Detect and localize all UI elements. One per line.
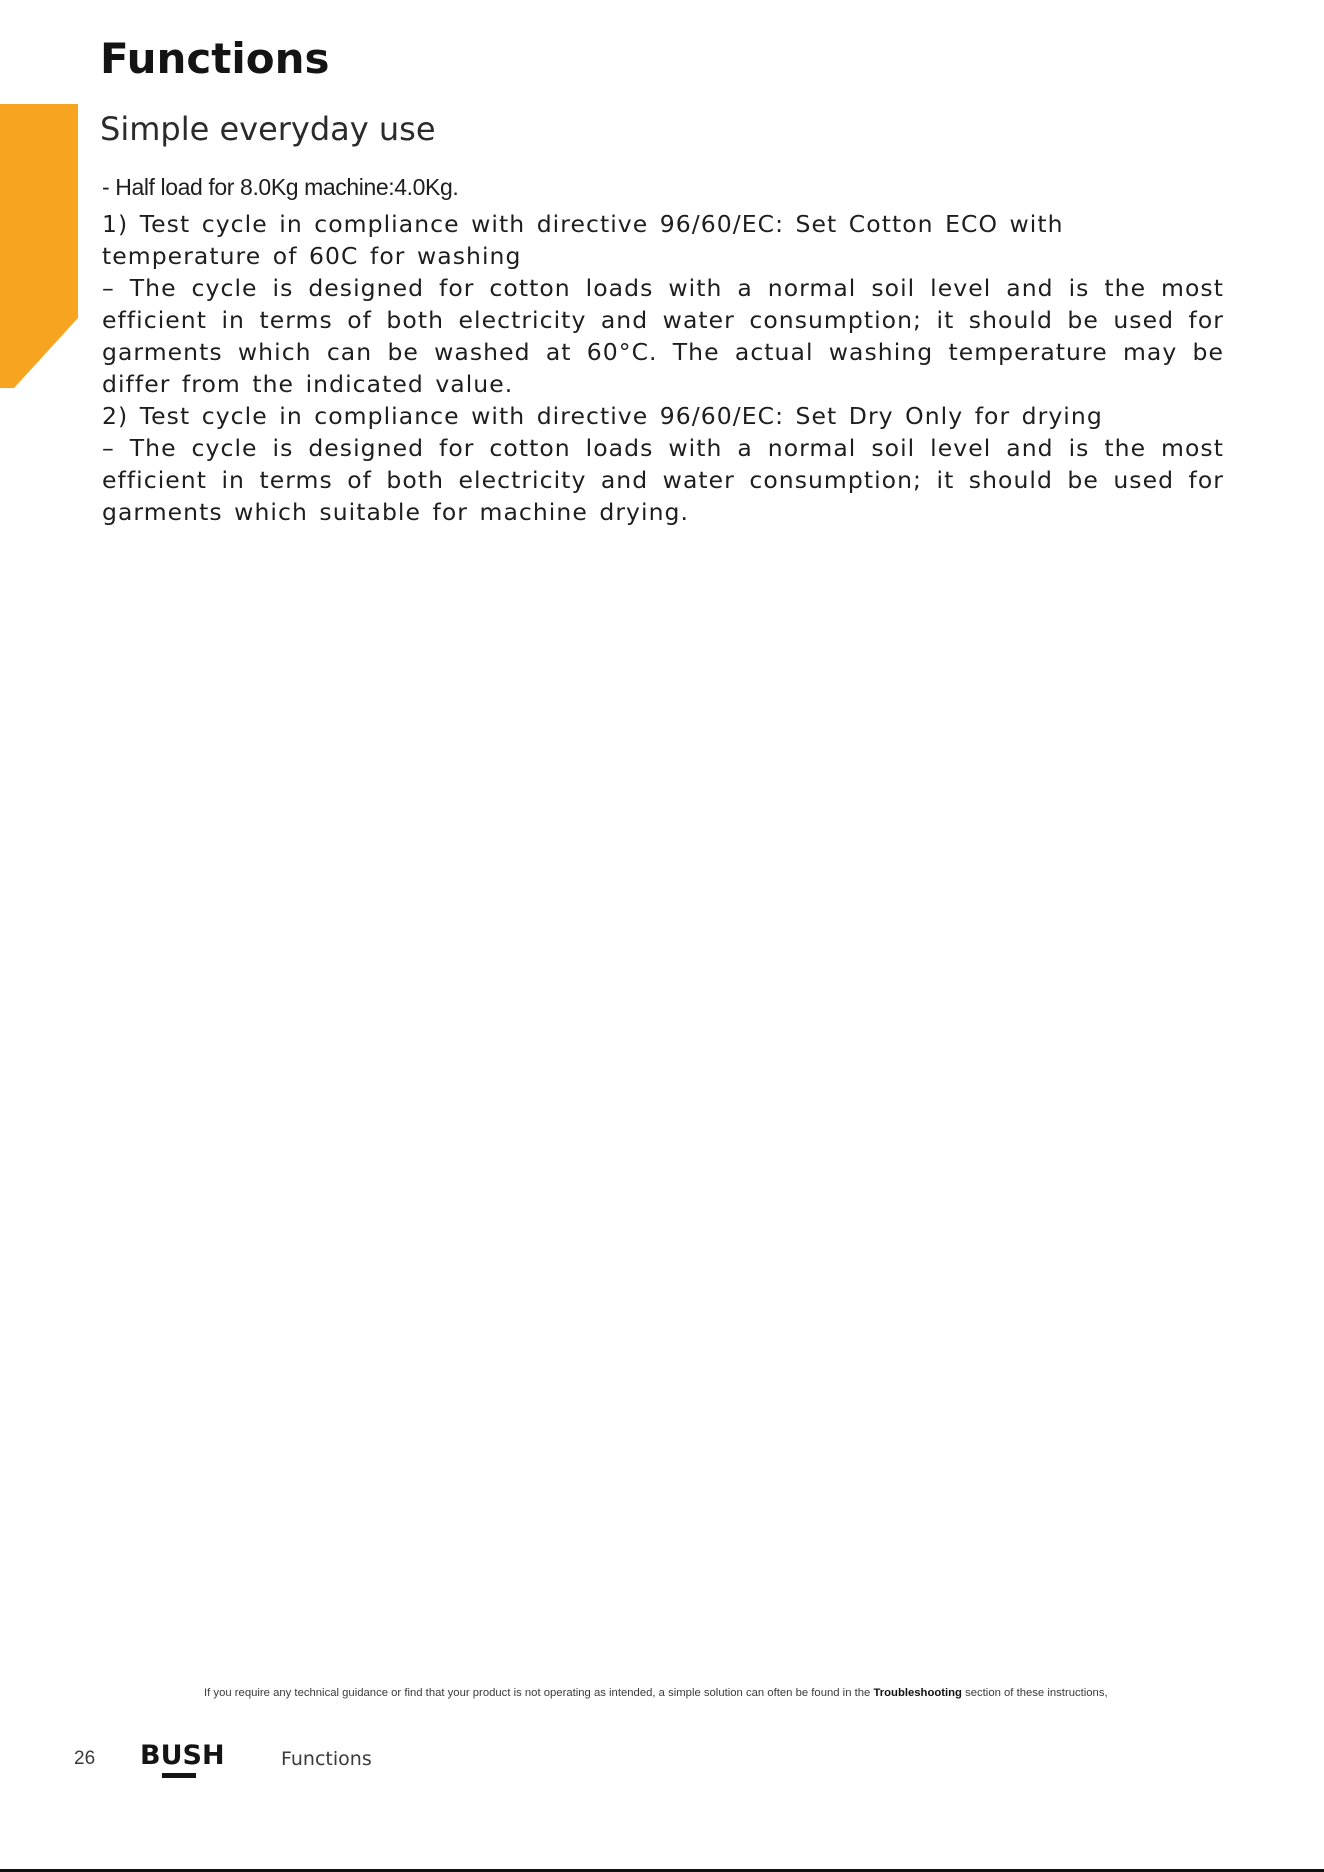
brand-logo: BUSH: [140, 1740, 225, 1771]
troubleshooting-link-text: Troubleshooting: [873, 1687, 962, 1699]
page-number: 26: [74, 1748, 96, 1769]
brand-logo-underline: [162, 1773, 196, 1778]
half-load-note: - Half load for 8.0Kg machine:4.0Kg.: [102, 174, 459, 200]
body-line: – The cycle is designed for cotton loads with a normal soil level and is the most: [102, 434, 1224, 462]
body-line: garments which can be washed at 60°C. The actual washing temperature may be: [102, 338, 1224, 366]
body-line: – The cycle is designed for cotton loads with a normal soil level and is the most: [102, 274, 1224, 302]
body-line: efficient in terms of both electricity and water consumption; it should be used for: [102, 306, 1224, 334]
test-cycle-instructions: [102, 208, 1224, 528]
body-line: efficient in terms of both electricity and water consumption; it should be used for: [102, 466, 1224, 494]
section-tab-marker: [0, 104, 78, 388]
troubleshooting-note-end: section of these instructions,: [961, 1687, 1108, 1699]
section-title: Simple everyday use: [100, 110, 436, 148]
page-footer: [0, 1740, 1324, 1780]
body-line: 1) Test cycle in compliance with directive 96/60/EC: Set Cotton ECO with: [102, 210, 1064, 238]
body-line: 2) Test cycle in compliance with directive 96/60/EC: Set Dry Only for drying: [102, 402, 1103, 430]
troubleshooting-note-text: If you require any technical guidance or find that your product is not operating as intended, a simple solution can often be found in the: [204, 1687, 874, 1699]
body-line: differ from the indicated value.: [102, 370, 514, 398]
troubleshooting-note: [204, 1685, 1250, 1701]
body-line: garments which suitable for machine drying.: [102, 498, 690, 526]
page-title: Functions: [100, 34, 330, 83]
body-line: temperature of 60C for washing: [102, 242, 522, 270]
footer-section-label: Functions: [281, 1748, 372, 1770]
